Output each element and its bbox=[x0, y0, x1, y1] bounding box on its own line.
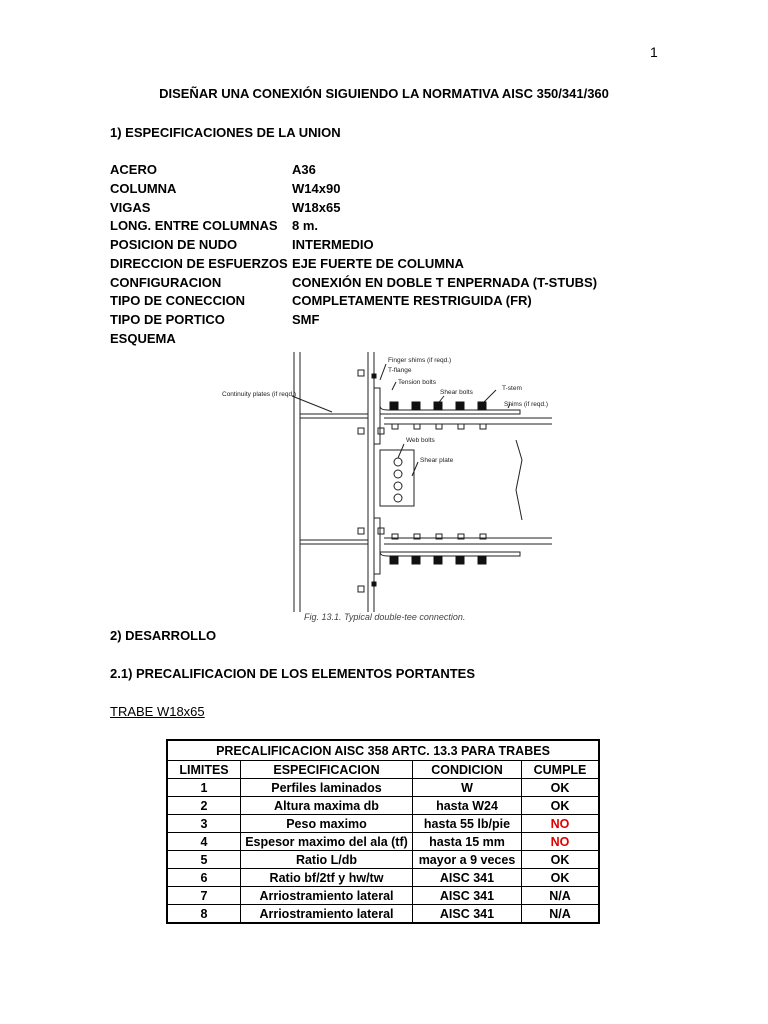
cell-limit: 2 bbox=[167, 797, 241, 815]
label-finger-shims: Finger shims (if reqd.) bbox=[388, 357, 452, 364]
leader-line bbox=[484, 390, 496, 402]
shear-bolt bbox=[456, 556, 464, 564]
spec-value: COMPLETAMENTE RESTRIGUIDA (FR) bbox=[292, 293, 532, 308]
web-bolt bbox=[394, 470, 402, 478]
label-web-bolts: Web bolts bbox=[406, 437, 435, 444]
shear-bolt bbox=[478, 402, 486, 410]
spec-value: A36 bbox=[292, 162, 316, 177]
table-row bbox=[167, 851, 599, 869]
cell-result: N/A bbox=[522, 905, 600, 924]
cell-cond: hasta W24 bbox=[413, 797, 522, 815]
spec-label: TIPO DE CONECCION bbox=[110, 293, 246, 308]
cell-limit: 6 bbox=[167, 869, 241, 887]
label-shear-bolts: Shear bolts bbox=[440, 389, 473, 396]
section1-heading: 1) ESPECIFICACIONES DE LA UNION bbox=[110, 125, 341, 140]
spec-row bbox=[110, 200, 670, 219]
table-title: PRECALIFICACION AISC 358 ARTC. 13.3 PARA TRABES bbox=[167, 740, 599, 761]
spec-label: ESQUEMA bbox=[110, 331, 176, 346]
spec-row bbox=[110, 181, 670, 200]
label-t-flange: T-flange bbox=[388, 367, 412, 374]
label-continuity-plates: Continuity plates (if reqd.) bbox=[222, 391, 297, 398]
spec-value: W18x65 bbox=[292, 200, 341, 215]
label-shear-plate: Shear plate bbox=[420, 457, 454, 464]
cell-limit: 7 bbox=[167, 887, 241, 905]
beam-label: TRABE W18x65 bbox=[110, 704, 205, 719]
spec-row bbox=[110, 312, 670, 331]
cell-result: OK bbox=[522, 869, 600, 887]
cell-result: N/A bbox=[522, 887, 600, 905]
bottom-t-stem bbox=[380, 548, 520, 556]
cell-spec: Peso maximo bbox=[241, 815, 413, 833]
cell-spec: Arriostramiento lateral bbox=[241, 887, 413, 905]
cell-cond: AISC 341 bbox=[413, 869, 522, 887]
cell-result: NO bbox=[522, 815, 600, 833]
shear-bolt bbox=[412, 556, 420, 564]
cell-result: NO bbox=[522, 833, 600, 851]
table-row bbox=[167, 833, 599, 851]
header-cumple: CUMPLE bbox=[522, 761, 600, 779]
table-row bbox=[167, 779, 599, 797]
table-row bbox=[167, 869, 599, 887]
header-especificacion: ESPECIFICACION bbox=[241, 761, 413, 779]
top-t-flange bbox=[374, 388, 380, 444]
section2-heading: 2) DESARROLLO bbox=[110, 628, 217, 643]
cell-spec: Ratio bf/2tf y hw/tw bbox=[241, 869, 413, 887]
cell-limit: 1 bbox=[167, 779, 241, 797]
table-row bbox=[167, 887, 599, 905]
section21-heading: 2.1) PRECALIFICACION DE LOS ELEMENTOS PORTANTES bbox=[110, 666, 475, 681]
web-bolt bbox=[394, 482, 402, 490]
header-condicion: CONDICION bbox=[413, 761, 522, 779]
shear-bolt bbox=[390, 402, 398, 410]
cell-cond: AISC 341 bbox=[413, 905, 522, 924]
shear-bolt bbox=[478, 556, 486, 564]
page-number: 1 bbox=[650, 44, 658, 60]
cell-spec: Arriostramiento lateral bbox=[241, 905, 413, 924]
leader-line bbox=[398, 444, 404, 458]
cell-cond: mayor a 9 veces bbox=[413, 851, 522, 869]
cell-limit: 5 bbox=[167, 851, 241, 869]
tension-bolt bbox=[358, 370, 364, 376]
label-tension-bolts: Tension bolts bbox=[398, 379, 436, 386]
spec-label: TIPO DE PORTICO bbox=[110, 312, 225, 327]
shear-bolt bbox=[434, 556, 442, 564]
spec-row bbox=[110, 331, 670, 350]
spec-row bbox=[110, 237, 670, 256]
header-limites: LIMITES bbox=[167, 761, 241, 779]
table-row bbox=[167, 797, 599, 815]
leader-line bbox=[380, 364, 386, 380]
bottom-t-flange bbox=[374, 518, 380, 574]
spec-label: VIGAS bbox=[110, 200, 151, 215]
tension-bolt bbox=[358, 428, 364, 434]
cell-spec: Perfiles laminados bbox=[241, 779, 413, 797]
table-row bbox=[167, 815, 599, 833]
spec-value: INTERMEDIO bbox=[292, 237, 374, 252]
cell-result: OK bbox=[522, 851, 600, 869]
spec-label: POSICION DE NUDO bbox=[110, 237, 238, 252]
shear-bolt bbox=[390, 556, 398, 564]
cell-cond: hasta 55 lb/pie bbox=[413, 815, 522, 833]
cell-spec: Altura maxima db bbox=[241, 797, 413, 815]
spec-value: EJE FUERTE DE COLUMNA bbox=[292, 256, 464, 271]
spec-row bbox=[110, 256, 670, 275]
leader-line bbox=[392, 382, 396, 390]
document-title: DISEÑAR UNA CONEXIÓN SIGUIENDO LA NORMATIVA AISC 350/341/360 bbox=[159, 86, 609, 101]
tension-bolt bbox=[358, 586, 364, 592]
spec-row bbox=[110, 293, 670, 312]
shear-bolt bbox=[434, 402, 442, 410]
top-t-stem bbox=[380, 406, 520, 414]
shear-bolt bbox=[412, 402, 420, 410]
cell-limit: 3 bbox=[167, 815, 241, 833]
cell-cond: W bbox=[413, 779, 522, 797]
spec-label: CONFIGURACION bbox=[110, 275, 222, 290]
label-shims: Shims (if reqd.) bbox=[504, 401, 549, 408]
cell-spec: Espesor maximo del ala (tf) bbox=[241, 833, 413, 851]
cell-cond: AISC 341 bbox=[413, 887, 522, 905]
spec-label: LONG. ENTRE COLUMNAS bbox=[110, 218, 278, 233]
table-title-row bbox=[167, 740, 599, 761]
leader-line bbox=[412, 462, 418, 476]
cell-limit: 4 bbox=[167, 833, 241, 851]
spec-value: SMF bbox=[292, 312, 320, 327]
spec-label: ACERO bbox=[110, 162, 157, 177]
cell-cond: hasta 15 mm bbox=[413, 833, 522, 851]
tension-bolt bbox=[358, 528, 364, 534]
precalification-table bbox=[166, 739, 600, 924]
spec-row bbox=[110, 218, 670, 237]
spec-value: CONEXIÓN EN DOBLE T ENPERNADA (T-STUBS) bbox=[292, 275, 598, 290]
web-bolt bbox=[394, 458, 402, 466]
spec-row bbox=[110, 275, 670, 294]
cell-spec: Ratio L/db bbox=[241, 851, 413, 869]
spec-label: DIRECCION DE ESFUERZOS bbox=[110, 256, 288, 271]
web-bolt bbox=[394, 494, 402, 502]
cell-limit: 8 bbox=[167, 905, 241, 924]
cell-result: OK bbox=[522, 797, 600, 815]
spec-row bbox=[110, 162, 670, 181]
spec-value: 8 m. bbox=[292, 218, 319, 233]
table-row bbox=[167, 905, 599, 924]
spec-value: W14x90 bbox=[292, 181, 341, 196]
label-t-stem: T-stem bbox=[502, 385, 522, 392]
spec-label: COLUMNA bbox=[110, 181, 177, 196]
figure-caption: Fig. 13.1. Typical double-tee connection. bbox=[304, 612, 466, 622]
cell-result: OK bbox=[522, 779, 600, 797]
shear-bolt bbox=[456, 402, 464, 410]
table-header-row bbox=[167, 761, 599, 779]
leader-line bbox=[292, 396, 332, 412]
beam-end-line bbox=[516, 440, 522, 460]
double-tee-connection-figure bbox=[222, 350, 552, 626]
